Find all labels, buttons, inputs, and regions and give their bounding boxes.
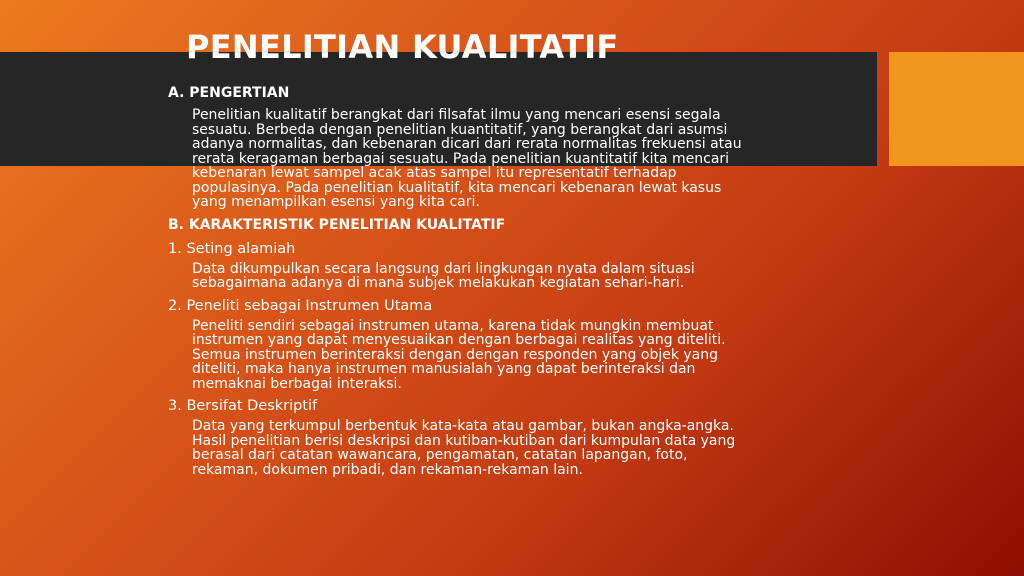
paragraph-line: Peneliti sendiri sebagai instrumen utama, karena tidak mungkin membuat	[192, 317, 714, 334]
item-1-label: 1. Seting alamiah	[168, 240, 296, 257]
section-a-heading: A. PENGERTIAN	[168, 85, 290, 101]
item-3-paragraph	[192, 419, 868, 477]
paragraph-line: Hasil penelitian berisi deskripsi dan kutiban-kutiban dari kumpulan data yang	[192, 432, 736, 449]
paragraph-line: memaknai berbagai interaksi.	[192, 375, 402, 392]
section-a-paragraph	[192, 108, 868, 210]
slide-title: PENELITIAN KUALITATIF	[186, 28, 619, 66]
paragraph-line: adanya normalitas, dan kebenaran dicari dari rerata normalitas frekuensi atau	[192, 136, 742, 152]
paragraph-line: Penelitian kualitatif berangkat dari filsafat ilmu yang mencari esensi segala	[192, 107, 721, 123]
item-2-paragraph	[192, 319, 868, 392]
section-b-heading: B. KARAKTERISTIK PENELITIAN KUALITATIF	[168, 216, 506, 233]
item-2-label: 2. Peneliti sebagai Instrumen Utama	[168, 297, 433, 314]
paragraph-line: diteliti, maka hanya instrumen manusialah yang dapat berinteraksi dan	[192, 361, 696, 377]
accent-box	[889, 52, 1024, 166]
paragraph-line: Semua instrumen berinteraksi dengan dengan responden yang objek yang	[192, 346, 719, 363]
paragraph-line: yang menampilkan esensi yang kita cari.	[192, 194, 480, 210]
slide-content	[168, 84, 868, 483]
paragraph-line: kebenaran lewat sampel acak atas sampel itu representatif terhadap	[192, 165, 677, 181]
paragraph-line: rerata keragaman berbagai sesuatu. Pada penelitian kuantitatif kita mencari	[192, 150, 730, 167]
paragraph-line: Data yang terkumpul berbentuk kata-kata atau gambar, bukan angka-angka.	[192, 418, 734, 434]
item-1-paragraph	[192, 262, 868, 291]
paragraph-line: rekaman, dokumen pribadi, dan rekaman-rekaman lain.	[192, 461, 583, 478]
paragraph-line: Data dikumpulkan secara langsung dari lingkungan nyata dalam situasi	[192, 260, 695, 277]
paragraph-line: instrumen yang dapat menyesuaikan dengan berbagai realitas yang diteliti.	[192, 332, 726, 348]
paragraph-line: populasinya. Pada penelitian kualitatif, kita mencari kebenaran lewat kasus	[192, 179, 722, 196]
paragraph-line: sesuatu. Berbeda dengan penelitian kuantitatif, yang berangkat dari asumsi	[192, 121, 728, 138]
item-3-label: 3. Bersifat Deskriptif	[168, 398, 318, 414]
paragraph-line: sebagaimana adanya di mana subjek melakukan kegiatan sehari-hari.	[192, 275, 685, 291]
paragraph-line: berasal dari catatan wawancara, pengamatan, catatan lapangan, foto,	[192, 447, 688, 463]
